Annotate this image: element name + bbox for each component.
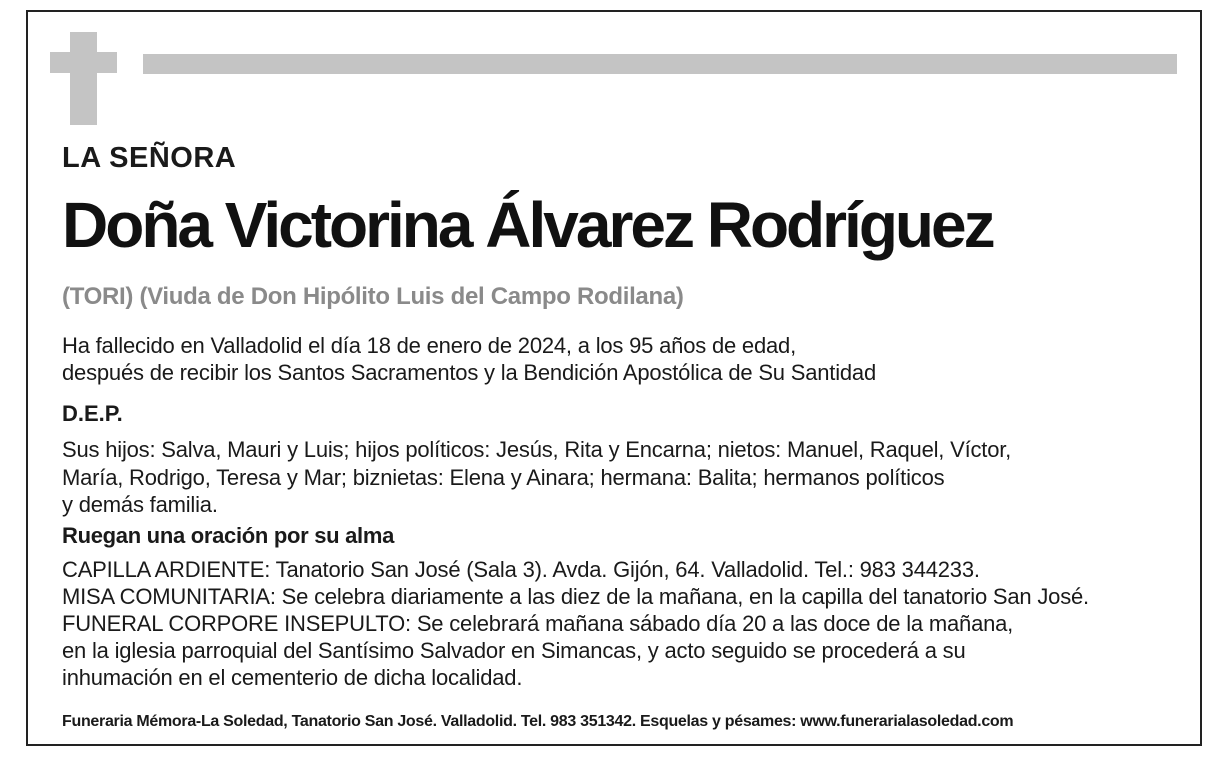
rip-label: D.E.P.	[62, 401, 123, 426]
alias-line: (TORI) (Viuda de Don Hipólito Luis del Campo Rodilana)	[62, 283, 684, 310]
prayer-request: Ruegan una oración por su alma	[62, 523, 395, 548]
header-rule	[143, 54, 1177, 74]
death-announcement-line: después de recibir los Santos Sacramentos y la Bendición Apostólica de Su Santidad	[62, 360, 876, 385]
event-line: en la iglesia parroquial del Santísimo Salvador en Simancas, y acto seguido se procederá a su	[62, 638, 966, 663]
event-line: inhumación en el cementerio de dicha localidad.	[62, 665, 523, 690]
cross-icon	[70, 32, 97, 125]
honorific: LA SEÑORA	[62, 142, 237, 174]
family-line: María, Rodrigo, Teresa y Mar; biznietas: Elena y Ainara; hermana: Balita; hermanos políticos	[62, 465, 945, 490]
death-announcement-line: Ha fallecido en Valladolid el día 18 de enero de 2024, a los 95 años de edad,	[62, 333, 796, 358]
funeral-home-footer: Funeraria Mémora-La Soledad, Tanatorio San José. Valladolid. Tel. 983 351342. Esquelas y pésames: www.funerarialasoledad.com	[62, 713, 1014, 730]
event-line: CAPILLA ARDIENTE: Tanatorio San José (Sala 3). Avda. Gijón, 64. Valladolid. Tel.: 983 344233.	[62, 557, 980, 582]
cross-icon-arm	[50, 52, 117, 73]
family-line: y demás familia.	[62, 492, 218, 517]
deceased-name: Doña Victorina Álvarez Rodríguez	[62, 189, 993, 261]
event-line: FUNERAL CORPORE INSEPULTO: Se celebrará mañana sábado día 20 a las doce de la mañana,	[62, 611, 1014, 636]
event-line: MISA COMUNITARIA: Se celebra diariamente a las diez de la mañana, en la capilla del tanatorio San José.	[62, 584, 1089, 609]
family-line: Sus hijos: Salva, Mauri y Luis; hijos políticos: Jesús, Rita y Encarna; nietos: Manuel, Raquel, Víctor,	[62, 437, 1012, 462]
